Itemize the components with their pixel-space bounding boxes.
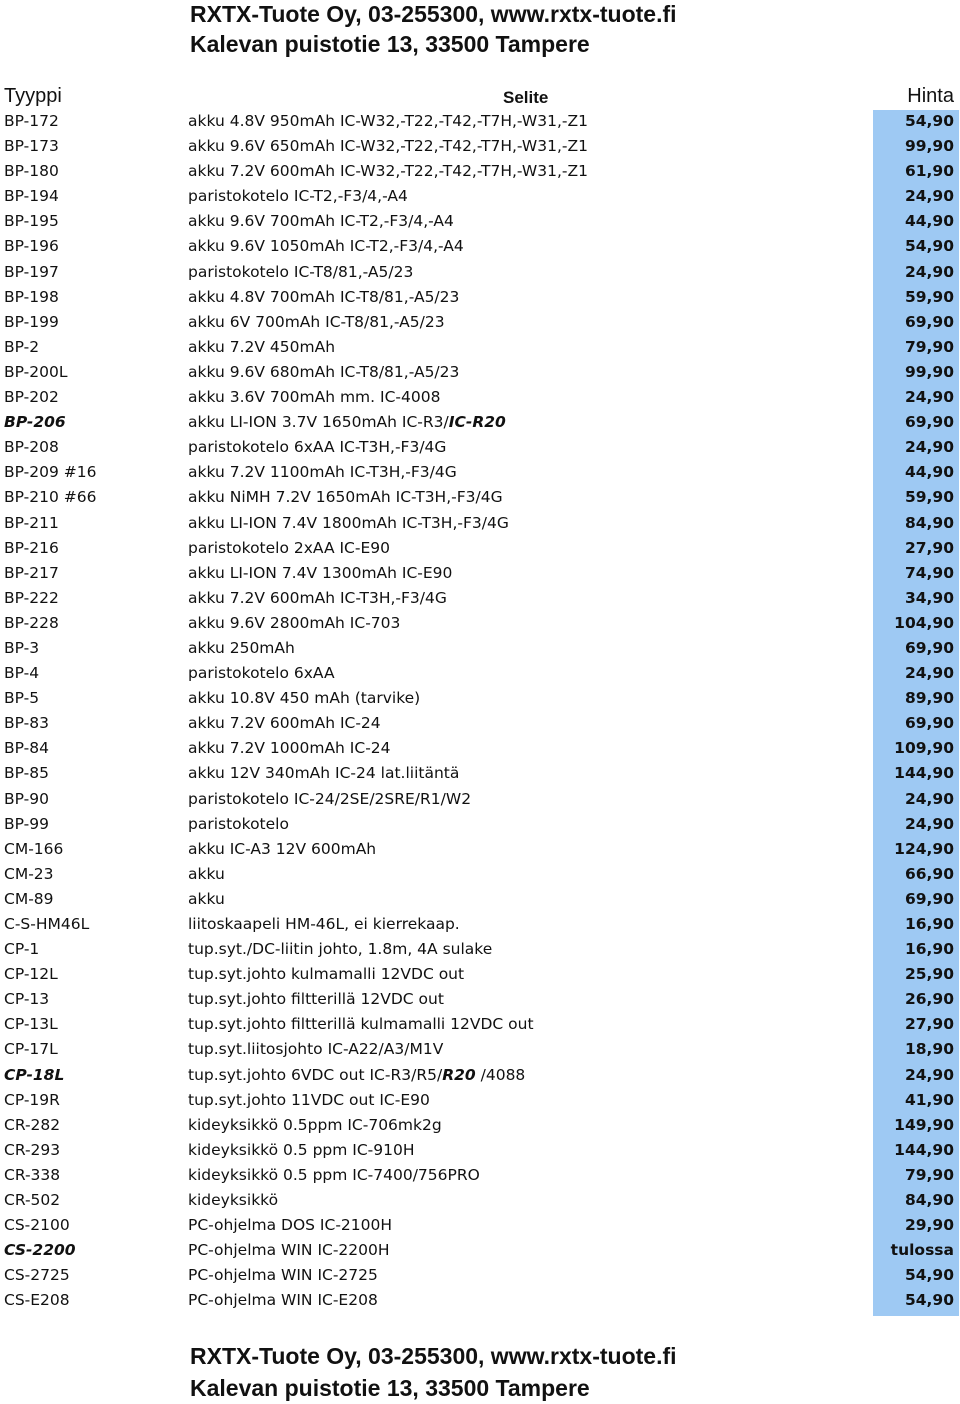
row-description-text: tup.syt.johto 6VDC out IC-R3/R5/ [188,1065,443,1084]
row-description-text: akku 7.2V 600mAh IC-24 [188,714,381,733]
row-description-text: akku 12V 340mAh IC-24 lat.liitäntä [188,764,460,783]
row-type: BP-228 [4,613,59,632]
row-price: 99,90 [904,137,954,156]
row-price: 69,90 [904,413,954,432]
row-type: CP-12L [4,965,58,984]
row-description [188,485,503,510]
row-price: 25,90 [904,965,954,984]
row-type: BP-5 [4,689,40,708]
row-type: BP-194 [4,187,59,206]
row-type: CP-19R [4,1090,60,1109]
table-row [0,435,960,460]
table-row [0,1288,960,1313]
row-description-text: paristokotelo 2xAA IC-E90 [188,538,390,557]
table-row [0,285,960,310]
row-price: 44,90 [904,463,954,482]
table-row [0,159,960,184]
row-price: 69,90 [904,889,954,908]
row-price: 18,90 [904,1040,954,1059]
row-price: 61,90 [904,162,954,181]
table-row [0,1188,960,1213]
row-price: 74,90 [904,563,954,582]
row-description [188,109,588,134]
row-description [188,335,335,360]
row-type: BP-208 [4,438,59,457]
table-row [0,887,960,912]
row-description-text: tup.syt.johto filtterillä kulmamalli 12VDC out [188,1015,534,1034]
row-price: 24,90 [904,262,954,281]
table-row [0,109,960,134]
row-price: 54,90 [904,1266,954,1285]
row-description-text: akku 10.8V 450 mAh (tarvike) [188,689,421,708]
table-row [0,460,960,485]
row-description-text: akku [188,864,225,883]
row-price: 109,90 [894,739,954,758]
row-description [188,586,447,611]
table-row [0,310,960,335]
row-type: CP-13L [4,1015,58,1034]
row-description [188,536,390,561]
row-description [188,410,506,435]
row-type: CS-E208 [4,1291,70,1310]
table-row [0,410,960,435]
table-row [0,134,960,159]
row-description-text: paristokotelo IC-T2,-F3/4,-A4 [188,187,408,206]
row-description-text: akku IC-A3 12V 600mAh [188,839,377,858]
row-description-text: PC-ohjelma WIN IC-2200H [188,1241,390,1260]
table-row [0,335,960,360]
row-description-text: paristokotelo 6xAA IC-T3H,-F3/4G [188,438,447,457]
row-description-text: kideyksikkö 0.5ppm IC-706mk2g [188,1115,442,1134]
row-description [188,787,471,812]
row-description-text: tup.syt.liitosjohto IC-A22/A3/M1V [188,1040,444,1059]
row-price: 29,90 [904,1216,954,1235]
table-row [0,1138,960,1163]
row-description [188,1238,390,1263]
row-price: 24,90 [904,789,954,808]
row-type: CP-17L [4,1040,58,1059]
header-address-line: Kalevan puistotie 13, 33500 Tampere [190,31,590,57]
row-type: C-S-HM46L [4,915,90,933]
row-price: 16,90 [904,940,954,959]
row-description [188,761,459,786]
row-description-text: akku [188,889,225,908]
row-price: 84,90 [904,1191,954,1210]
row-description-text: akku 6V 700mAh IC-T8/81,-A5/23 [188,312,445,331]
row-price: 59,90 [904,287,954,306]
row-description [188,385,440,410]
row-price: 54,90 [904,237,954,256]
row-price: 44,90 [904,212,954,231]
row-type: BP-216 [4,538,59,557]
row-description-text: akku 7.2V 450mAh [188,337,336,356]
table-row [0,611,960,636]
row-type: BP-90 [4,789,49,808]
row-type: BP-210 #66 [4,488,97,507]
row-description [188,837,376,862]
table-row [0,736,960,761]
table-row [0,761,960,786]
row-price: 89,90 [904,689,954,708]
row-type: BP-197 [4,262,59,281]
table-row [0,260,960,285]
row-price: 34,90 [904,588,954,607]
table-row [0,1063,960,1088]
table-row [0,1037,960,1062]
row-price: 41,90 [904,1090,954,1109]
row-type: CR-293 [4,1140,61,1159]
row-description [188,234,464,259]
price-list-table [0,109,960,1314]
column-header-description: Selite [503,88,549,107]
table-row [0,536,960,561]
row-type: BP-209 #16 [4,463,97,482]
table-row [0,661,960,686]
table-row [0,485,960,510]
row-type: BP-4 [4,664,40,683]
row-type: BP-202 [4,388,59,407]
row-type: BP-200L [4,362,68,381]
row-description-text: /4088 [475,1065,526,1084]
row-type: CS-2200 [4,1241,76,1260]
row-description [188,561,452,586]
row-price: 66,90 [904,864,954,883]
row-price: 69,90 [904,312,954,331]
row-description-text: akku NiMH 7.2V 1650mAh IC-T3H,-F3/4G [188,488,503,507]
row-description-text: tup.syt.johto 11VDC out IC-E90 [188,1090,430,1109]
row-description [188,310,445,335]
row-description [188,1163,480,1188]
row-price: 104,90 [894,613,954,632]
row-description [188,962,464,987]
row-type: BP-3 [4,638,40,657]
row-type: BP-196 [4,237,59,256]
row-description [188,812,289,837]
row-description [188,1012,534,1037]
row-description-text: kideyksikkö [188,1191,279,1210]
row-price: 84,90 [904,513,954,532]
row-price: tulossa [890,1241,954,1260]
row-description-text: akku 9.6V 1050mAh IC-T2,-F3/4,-A4 [188,237,464,256]
row-description-text: akku 3.6V 700mAh mm. IC-4008 [188,388,441,407]
table-row [0,686,960,711]
row-description-text: akku 4.8V 950mAh IC-W32,-T22,-T42,-T7H,-W31,-Z1 [188,112,588,130]
row-price: 16,90 [904,915,954,933]
row-description [188,1138,415,1163]
row-description [188,360,459,385]
row-type: BP-85 [4,764,49,783]
row-price: 24,90 [904,664,954,683]
row-description [188,511,509,536]
row-description [188,711,381,736]
row-price: 69,90 [904,714,954,733]
row-price: 26,90 [904,990,954,1009]
row-type: BP-195 [4,212,59,231]
row-description-text: akku 4.8V 700mAh IC-T8/81,-A5/23 [188,287,460,306]
row-type: CR-502 [4,1191,61,1210]
row-description-text: paristokotelo [188,814,289,833]
row-description [188,134,588,159]
table-row [0,561,960,586]
row-price: 79,90 [904,1165,954,1184]
row-type: BP-84 [4,739,49,758]
row-price: 69,90 [904,638,954,657]
row-description [188,1037,443,1062]
row-description-text: akku 7.2V 1100mAh IC-T3H,-F3/4G [188,463,457,482]
table-row [0,862,960,887]
row-description-text: tup.syt.johto filtterillä 12VDC out [188,990,444,1009]
row-type: BP-180 [4,162,59,181]
row-description [188,987,444,1012]
row-type: CR-282 [4,1115,61,1134]
table-row [0,711,960,736]
row-description-text: akku LI-ION 7.4V 1800mAh IC-T3H,-F3/4G [188,513,509,532]
row-description-text: akku 9.6V 2800mAh IC-703 [188,613,401,632]
row-description [188,435,446,460]
header-company-line: RXTX-Tuote Oy, 03-255300, www.rxtx-tuote.fi [190,1,677,27]
table-row [0,837,960,862]
row-description-text: akku 250mAh [188,638,295,657]
row-price: 144,90 [894,1140,954,1159]
row-description [188,209,454,234]
row-description-emphasis: IC-R20 [448,413,506,432]
row-type: CM-23 [4,864,54,883]
row-description [188,159,588,184]
table-row [0,787,960,812]
row-description-text: paristokotelo 6xAA [188,664,335,683]
row-type: BP-199 [4,312,59,331]
row-type: BP-206 [4,413,66,432]
row-description [188,937,492,962]
table-row [0,234,960,259]
row-description [188,285,459,310]
row-price: 144,90 [894,764,954,783]
row-type: BP-198 [4,287,59,306]
table-row [0,1213,960,1238]
row-type: CM-89 [4,889,54,908]
row-description [188,260,413,285]
table-row [0,184,960,209]
row-type: CR-338 [4,1165,61,1184]
row-description-text: PC-ohjelma WIN IC-2725 [188,1266,378,1285]
table-row [0,1238,960,1263]
row-description-text: tup.syt./DC-liitin johto, 1.8m, 4A sulake [188,940,493,959]
row-type: CP-18L [4,1065,65,1084]
row-type: CM-166 [4,839,64,858]
row-description [188,1063,525,1088]
row-price: 24,90 [904,187,954,206]
table-row [0,209,960,234]
row-price: 59,90 [904,488,954,507]
row-price: 27,90 [904,538,954,557]
row-price: 24,90 [904,388,954,407]
table-row [0,360,960,385]
row-description [188,611,400,636]
row-description-emphasis: R20 [442,1065,476,1084]
row-type: BP-222 [4,588,59,607]
row-type: CS-2100 [4,1216,70,1235]
row-description [188,1263,378,1288]
row-price: 54,90 [904,112,954,130]
table-row [0,1088,960,1113]
row-type: BP-211 [4,513,59,532]
column-header-type: Tyyppi [4,85,62,107]
row-description [188,887,225,912]
row-price: 79,90 [904,337,954,356]
row-price: 24,90 [904,1065,954,1084]
table-row [0,1113,960,1138]
row-description-text: kideyksikkö 0.5 ppm IC-910H [188,1140,415,1159]
row-description-text: tup.syt.johto kulmamalli 12VDC out [188,965,465,984]
footer-company-line: RXTX-Tuote Oy, 03-255300, www.rxtx-tuote.fi [190,1343,677,1369]
row-description [188,1213,392,1238]
row-description-text: akku 9.6V 650mAh IC-W32,-T22,-T42,-T7H,-W31,-Z1 [188,137,588,156]
row-description [188,636,295,661]
table-row [0,586,960,611]
row-description-text: liitoskaapeli HM-46L, ei kierrekaap. [188,915,460,933]
row-description-text: paristokotelo IC-24/2SE/2SRE/R1/W2 [188,789,472,808]
row-description [188,736,391,761]
table-row [0,987,960,1012]
row-type: BP-99 [4,814,49,833]
row-type: BP-173 [4,137,59,156]
row-description-text: akku 9.6V 700mAh IC-T2,-F3/4,-A4 [188,212,454,231]
row-price: 124,90 [894,839,954,858]
table-row [0,962,960,987]
row-description-text: akku 7.2V 600mAh IC-T3H,-F3/4G [188,588,447,607]
table-row [0,912,960,937]
row-type: BP-83 [4,714,49,733]
row-description [188,1088,430,1113]
row-description [188,1288,378,1313]
row-description [188,862,225,887]
row-price: 27,90 [904,1015,954,1034]
row-description [188,184,408,209]
row-description-text: akku LI-ION 3.7V 1650mAh IC-R3/ [188,413,449,432]
row-type: CP-13 [4,990,50,1009]
row-description [188,1188,278,1213]
table-row [0,385,960,410]
footer-address-line: Kalevan puistotie 13, 33500 Tampere [190,1375,590,1401]
row-type: BP-2 [4,337,40,356]
row-price: 54,90 [904,1291,954,1310]
table-row [0,636,960,661]
table-row [0,937,960,962]
row-description-text: akku 7.2V 1000mAh IC-24 [188,739,391,758]
table-row [0,812,960,837]
row-type: CP-1 [4,940,40,959]
table-row [0,1012,960,1037]
row-description-text: PC-ohjelma DOS IC-2100H [188,1216,393,1235]
row-description-text: akku 7.2V 600mAh IC-W32,-T22,-T42,-T7H,-W31,-Z1 [188,162,588,181]
row-price: 24,90 [904,814,954,833]
row-description-text: akku 9.6V 680mAh IC-T8/81,-A5/23 [188,362,460,381]
row-description [188,460,457,485]
row-description-text: paristokotelo IC-T8/81,-A5/23 [188,262,414,281]
table-row [0,1263,960,1288]
row-type: CS-2725 [4,1266,70,1285]
row-description [188,1113,442,1138]
row-type: BP-172 [4,112,59,130]
table-row [0,1163,960,1188]
row-description-text: akku LI-ION 7.4V 1300mAh IC-E90 [188,563,453,582]
table-row [0,511,960,536]
row-description [188,912,460,937]
row-description-text: PC-ohjelma WIN IC-E208 [188,1291,378,1310]
row-price: 99,90 [904,362,954,381]
row-description [188,686,420,711]
row-price: 149,90 [894,1115,954,1134]
row-price: 24,90 [904,438,954,457]
column-header-price: Hinta [907,85,954,107]
row-type: BP-217 [4,563,59,582]
row-description [188,661,335,686]
row-description-text: kideyksikkö 0.5 ppm IC-7400/756PRO [188,1165,480,1184]
